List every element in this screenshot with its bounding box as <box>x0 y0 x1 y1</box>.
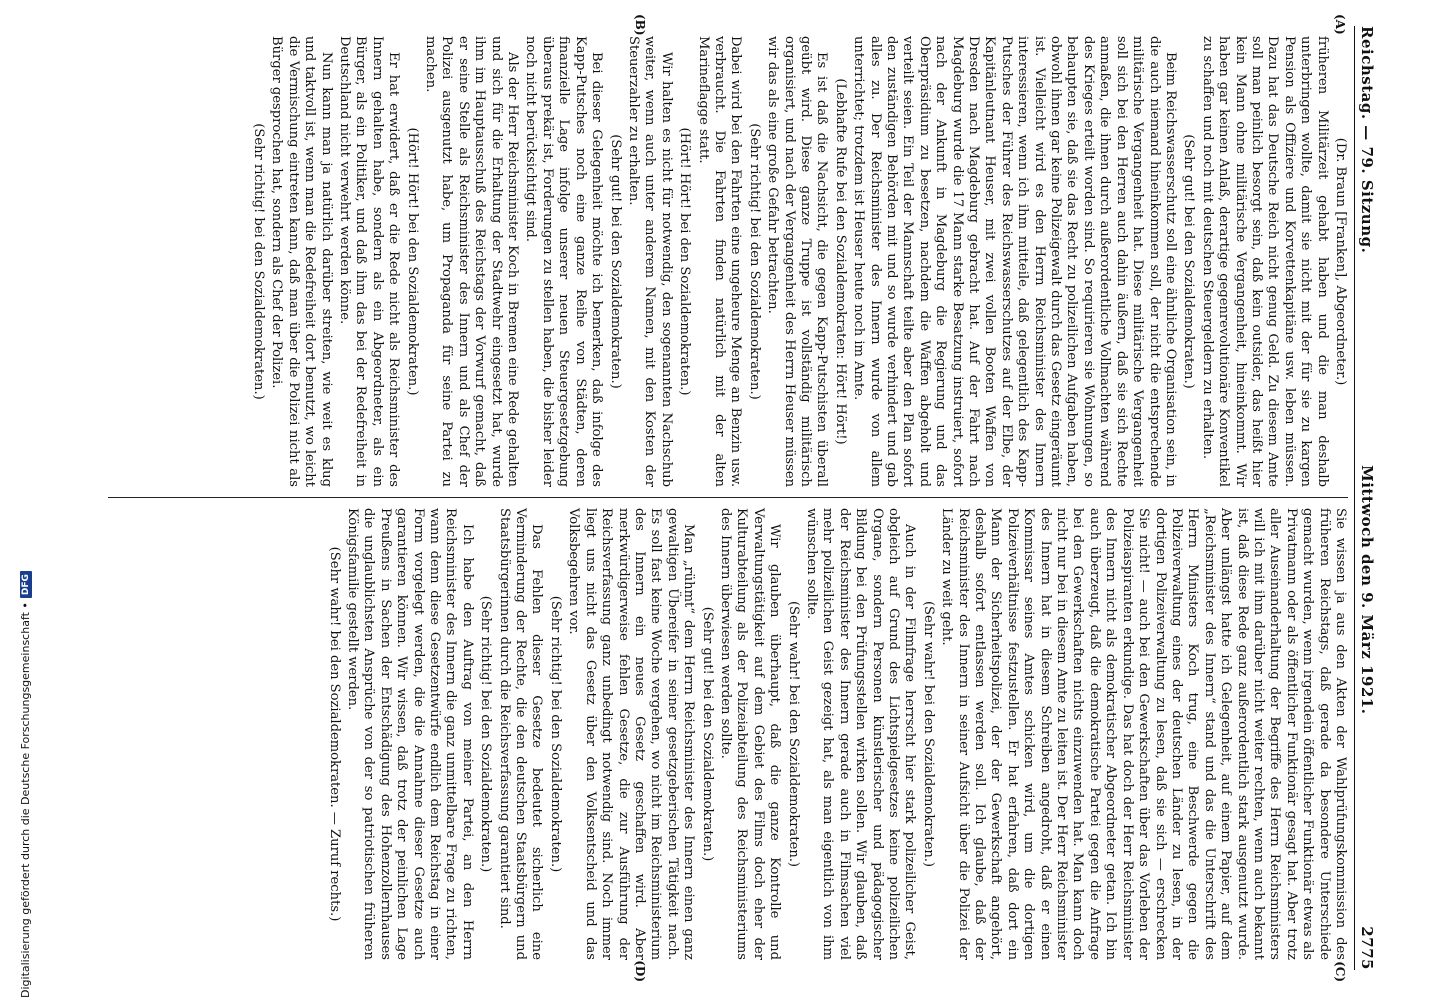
left-column-paragraph: Bei dieser Gelegenheit möchte ich bemerken, daß infolge des Kapp-Putsches noch eine ganze Reihe von Städten, deren finanzielle Lage infolge unserer neuen Steuergesetzgebung überaus prekär ist, Forderungen zu stellen haben, die bisher leider noch nicht berücksichtigt sind. <box>523 36 605 487</box>
left-column-paragraph: (Sehr richtig! bei den Sozialdemokraten.) <box>746 123 762 400</box>
left-column-paragraph: Dabei wird bei den Fahrten eine ungeheure Menge an Benzin usw. verbraucht. Die Fahrten finden natürlich mit der alten Marineflagge statt. <box>695 36 744 487</box>
text-columns <box>108 14 1348 982</box>
page-number: 2775 <box>1358 926 1376 970</box>
page-header <box>1354 26 1376 970</box>
right-column-paragraph: Man „rühmt“ dem Herrn Reichsminister des Innern einen ganz gewaltigen Übereifer in seiner gesetzgeberischen Tätigkeit nach. Es soll fast keine Woche vergehen, wo nicht im Reichsministerium des Innern ein neues Gesetz geschaffen wird. Aber merkwürdigerweise fehlen Gesetze, die zur Ausführung der Reichsverfassung ganz unbedingt notwendig sind. Noch immer liegt uns nicht das Gesetz über den Volksentscheid und das Volksbegehren vor. <box>566 508 697 960</box>
right-column <box>108 498 1348 982</box>
right-column-paragraph: (Sehr wahr! bei den Sozialdemokraten.) <box>920 600 936 868</box>
left-column-paragraph: Nun kann man ja natürlich darüber streiten, wie weit es klug und taktvoll ist, wenn man die Redefreiheit dort benutzt, wo leicht die Vermischung eintreten kann, daß man über die Polizei nicht als Bürger gesprochen hat, sondern als Chef der Polizei. <box>269 36 334 487</box>
left-column-paragraph: Es ist daß die Nachsicht, die gegen Kapp-Putschisten überall geübt wird. Diese ganze Truppe ist vollständig militärisch organisiert, und nach der Vergangenheit des Herrn Heuser müssen wir das als eine große Gefahr betrachten. <box>765 36 830 487</box>
left-column-paragraph: (Lebhafte Rufe bei den Sozialdemokraten: Hört! Hört!) <box>832 78 848 445</box>
dfg-logo: DFG <box>20 571 32 598</box>
right-column-paragraph: Auch in der Filmfrage herrscht hier stark polizeilicher Geist, obgleich auf Grund des Lichtspielgesetzes keine polizeilichen Organe, sondern Personen künstlerischer und pädagogischer Bildung bei den Prüfungsstellen wirken sollen. Wir glauben, daß der Reichsminister des Innern gerade auch in Filmsachen viel mehr polizeilichen Geist gezeigt hat, als man eigentlich von ihm wünschen sollte. <box>804 508 918 960</box>
left-column <box>108 14 1348 498</box>
left-column-paragraph: (Dr. Braun [Franken], Abgeordneter.) <box>1333 137 1348 386</box>
left-column-paragraph: früheren Militärzeit gehabt haben und die man deshalb unterbringen wollte, damit sie nicht mit der für sie zu kargen Pension als Offiziere und Korvettenkapitäne usw. leben müssen. Dazu hat das Deutsche Reich nicht genug Geld. Zu diesem Amte soll man peinlich besorgt sein, daß kein outsider, das heißt hier kein Mann ohne militärische Vergangenheit, hineinkommt. Wir haben gar keinen Anlaß, derartige gegenrevolutionäre Konventikel zu schaffen und noch mit deutschen Steuergeldern zu erhalten. <box>1199 36 1330 487</box>
margin-marker-b: (B) <box>633 14 647 36</box>
left-column-paragraph: (Hört! Hört! bei den Sozialdemokraten.) <box>404 127 420 396</box>
digitization-credit <box>2 0 32 1000</box>
margin-marker-a: (A) <box>1333 14 1347 35</box>
right-column-paragraph: (Sehr wahr! bei den Sozialdemokraten. — Zuruf rechts.) <box>326 546 342 922</box>
right-column-paragraph: Sie wissen ja aus den Akten der Wahlprüfungskommission des früheren Reichstags, daß gerade da besondere Unterschiede gemacht wurden, wenn irgendein öffentlicher Funktionär etwas als Privatmann oder als öffentlicher Funktionär gesagt hat. Aber trotz aller Auseinanderhaltung der Begriffe des Herrn Reichsministers will ich mit ihm darüber nicht weiter rechten, wenn auch bekannt ist, daß diese Rede ganz außerordentlich stark ausgenutzt wurde. Aber unlängst hatte ich Gelegenheit, auf einem Papier, auf dem „Reichsminister des Innern“ stand und das die Unterschrift des Herrn Ministers Koch trug, eine Beschwerde gegen die Polizeiverwaltung eines der deutschen Länder zu lesen, in der dortigen Polizeiverwaltung zu lesen, daß sie sich — erschrecken Sie nicht! — auch bei den Gewerkschaften über das Vorleben der Polizeiaspiranten erkundige. Das hat doch der Herr Reichsminister des Innern nicht als demokratischer Abgeordneter getan. Ich bin auch überzeugt, daß die demokratische Partei gegen die Anfrage bei den Gewerkschaften nichts einzuwenden hat. Man kann doch nicht nur bei in diesem Amte zu leiten ist. Der Herr Reichsminister des Innern hat in diesem Schreiben angedroht, daß er einen Kommissar seines Amtes schicken wird, um die dortigen Polizeiverhältnisse festzustellen. Er hat erfahren, daß dort ein Mann der Sicherheitspolizei, der der Gewerkschaft angehört, deshalb sofort entlassen werden soll. Ich glaube, daß der Reichsminister des Innern in seiner Aufsicht über die Polizei der Länder zu weit geht. <box>939 508 1348 960</box>
header-date: Mittwoch den 9. März 1921. <box>1358 465 1376 715</box>
right-column-paragraph: (Sehr richtig! bei den Sozialdemokraten.) <box>547 595 563 873</box>
left-column-paragraph: (Sehr gut! bei den Sozialdemokraten.) <box>1181 134 1197 389</box>
right-column-paragraph: Das Fehlen dieser Gesetze bedeutet sicherlich eine Verminderung der Rechte, die den deutschen Staatsbürgern und Staatsbürgerinnen durch die Reichsverfassung garantiert sind. <box>496 508 545 960</box>
right-column-paragraph: (Sehr wahr! bei den Sozialdemokraten.) <box>785 600 801 868</box>
margin-marker-c: (C) <box>1333 961 1347 982</box>
left-column-paragraph: Er hat erwidert, daß er die Rede nicht als Reichsminister des Innern gehalten habe, sondern als ein Abgeordneter, als ein Bürger, als ein Politiker, und daß ihm das bei der Redefreiheit in Deutschland nicht verwehrt werden könne. <box>337 36 402 487</box>
left-column-paragraph: Beim Reichswasserschutz soll eine ähnliche Organisation sein, in die auch niemand hineinkommen soll, der nicht die entsprechende militärische Vergangenheit hat. Diese militärische Vergangenheit soll sich bei den Herren auch dahin äußern, daß sie sich Rechte anmaßen, die ihnen durch außerordentliche Vollmachten während des Krieges erteilt worden sind. So requirieren sie Wohnungen, so behaupten sie, daß sie das Recht zu polizeilichen Aufgaben haben, obwohl ihnen gar keine Polizeigewalt durch das Gesetz eingeräumt ist. Vielleicht wird es den Herrn Reichsminister des Innern interessieren, wenn ich ihm mitteile, daß gelegentlich des Kapp-Putsches der Führer des Reichswasserschutzes auf der Elbe, der Kapitänleutnant Heuser, mit zwei vollen Booten Waffen von Dresden nach Magdeburg gebracht hat. Auf der Fahrt nach Magdeburg wurde die 17 Mann starke Besatzung instruiert, sofort nach der Ankunft in Magdeburg die Regierung und das Oberpräsidium zu besetzen, nachdem die Waffen abgeholt und verteilt seien. Ein Teil der Mannschaft teilte aber den Plan sofort den zuständigen Behörden mit und so wurde verhindert und gab alles zu. Der Reichsminister des Innern wurde von allem unterrichtet; trotzdem ist Heuser heute noch im Amte. <box>851 36 1178 487</box>
left-column-paragraph: Als der Herr Reichsminister Koch in Bremen eine Rede gehalten und sich für die Erhaltung der Stadtwehr eingesetzt hat, wurde ihm im Hauptausschuß des Reichstags der Vorwurf gemacht, daß er seine Stelle als Reichsminister des Innern und als Chef der Polizei ausgenutzt habe, um Propaganda für seine Partei zu machen. <box>423 36 521 487</box>
margin-marker-d: (D) <box>633 960 647 982</box>
right-column-paragraph: (Sehr richtig! bei den Sozialdemokraten.) <box>478 595 494 873</box>
header-session: Reichstag. — 79. Sitzung. <box>1358 26 1376 254</box>
left-column-paragraph: (Sehr gut! bei den Sozialdemokraten.) <box>607 134 623 389</box>
right-column-paragraph: Wir glauben überhaupt, daß die ganze Kontrolle und Verwaltungstätigkeit auf dem Gebiet des Films doch eher der Kulturabteilung als der Polizeiabteilung des Reichsministeriums des Innern überwiesen werden sollte. <box>717 508 783 960</box>
left-column-paragraph: Wir halten es nicht für notwendig, den sogenannten Nachschub weiter, wenn auch unter anderem Namen, mit den Kosten der Steuerzahler zu erhalten. <box>625 36 674 487</box>
left-column-paragraph: (Sehr richtig! bei den Sozialdemokraten.) <box>251 123 266 400</box>
left-column-paragraph: (Hört! Hört! bei den Sozialdemokraten.) <box>677 127 693 396</box>
right-column-paragraph: Ich habe den Auftrag von meiner Partei, an den Herrn Reichsminister des Innern die ganz unmittelbare Frage zu richten, wann denn diese Gesetzentwürfe endlich dem Reichstag in einer Form vorgelegt werden, die die Annahme dieser Gesetze auch garantieren können. Wir wissen, daß trotz der peinlichen Lage Preußens in Sachen der Entschädigung des Hohenzollernhauses die unglaublichsten Ansprüche von der so patriotischen früheren Königsfamilie gestellt werden. <box>345 508 475 960</box>
right-column-paragraph: (Sehr gut! bei den Sozialdemokraten.) <box>699 606 715 862</box>
credit-text: Digitalisierung gefördert durch die Deutsche Forschungsgemeinschaft • <box>19 602 32 998</box>
rotated-page-content <box>62 14 1382 982</box>
